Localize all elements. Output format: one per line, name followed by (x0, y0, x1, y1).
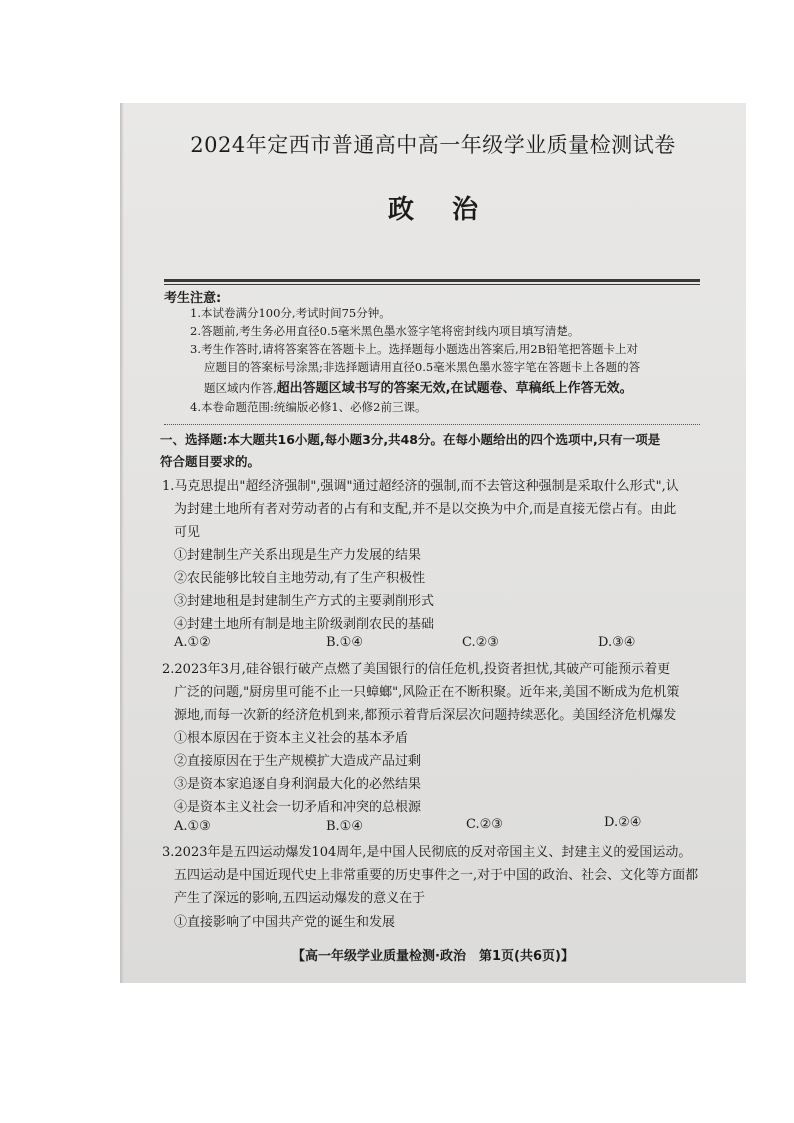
question-1-choice-c: C.②③ (462, 635, 499, 650)
exam-paper-photo (120, 103, 746, 983)
question-2-statement: ④是资本主义社会一切矛盾和冲突的总根源 (174, 800, 422, 815)
question-2-statement: ①根本原因在于资本主义社会的基本矛盾 (174, 731, 409, 746)
page-footer: 【高一年级学业质量检测·政治 第1页(共6页)】 (292, 949, 574, 964)
question-2-stem-continued: 源地,而每一次新的经济危机到来,都预示着背后深层次问题持续恶化。美国经济危机爆发 (174, 708, 677, 723)
question-2-choice-d: D.②④ (604, 815, 642, 830)
notice-item: 2.答题前,考生务必用直径0.5毫米黑色墨水签字笔将密封线内项目填写清楚。 (190, 324, 580, 338)
paper-edge-shadow (120, 103, 124, 983)
question-2-choice-a: A.①③ (174, 819, 211, 834)
notice-emphasis: 超出答题区域书写的答案无效,在试题卷、草稿纸上作答无效。 (276, 381, 633, 396)
dotted-divider (164, 424, 700, 425)
question-2-choice-b: B.①④ (326, 819, 363, 834)
question-1-statement: ②农民能够比较自主地劳动,有了生产积极性 (174, 571, 426, 586)
question-1-stem-continued: 为封建土地所有者对劳动者的占有和支配,并不是以交换为中介,而是直接无偿占有。由此 (174, 502, 677, 517)
notice-item-continued: 应题目的答案标号涂黑;非选择题请用直径0.5毫米黑色墨水签字笔在答题卡上各题的答 (204, 360, 641, 374)
question-1-choice-b: B.①④ (326, 635, 363, 650)
question-1-stem: 1.马克思提出"超经济强制",强调"通过超经济的强制,而不去管这种强制是采取什么形式",认 (162, 479, 679, 494)
question-1-statement: ①封建制生产关系出现是生产力发展的结果 (174, 548, 422, 563)
exam-title: 2024年定西市普通高中高一年级学业质量检测试卷 (190, 133, 676, 157)
question-3-stem: 3.2023年是五四运动爆发104周年,是中国人民彻底的反对帝国主义、封建主义的爱国运动。 (162, 845, 692, 860)
question-2-statement: ②直接原因在于生产规模扩大造成产品过剩 (174, 754, 422, 769)
subject-title: 政治 (387, 195, 516, 225)
notice-item: 1.本试卷满分100分,考试时间75分钟。 (190, 306, 391, 320)
notice-heading: 考生注意: (164, 291, 222, 306)
question-3-stem-continued: 五四运动是中国近现代史上非常重要的历史事件之一,对于中国的政治、社会、文化等方面都 (174, 868, 699, 883)
question-2-stem-continued: 广泛的问题,"厨房里可能不止一只蟑螂",风险正在不断积聚。近年来,美国不断成为危机策 (174, 685, 680, 700)
question-1-stem-continued: 可见 (174, 525, 201, 540)
notice-item: 3.考生作答时,请将答案答在答题卡上。选择题每小题选出答案后,用2B铅笔把答题卡上对 (190, 342, 639, 356)
question-2-statement: ③是资本家追逐自身利润最大化的必然结果 (174, 777, 422, 792)
header-rule-thick (164, 279, 700, 282)
question-1-statement: ④封建土地所有制是地主阶级剥削农民的基础 (174, 617, 435, 632)
question-1-statement: ③封建地租是封建制生产方式的主要剥削形式 (174, 594, 435, 609)
question-1-choice-a: A.①② (174, 635, 211, 650)
question-1-choice-d: D.③④ (598, 635, 636, 650)
notice-item-text: 题区域内作答, (204, 381, 277, 395)
notice-item-continued (204, 377, 633, 396)
question-3-statement: ①直接影响了中国共产党的诞生和发展 (174, 915, 396, 930)
header-rule-thin (164, 284, 700, 285)
notice-item: 4.本卷命题范围:统编版必修1、必修2前三课。 (190, 400, 427, 414)
question-2-choice-c: C.②③ (466, 817, 503, 832)
question-3-stem-continued: 产生了深远的影响,五四运动爆发的意义在于 (174, 891, 426, 906)
section-heading: 一、选择题:本大题共16小题,每小题3分,共48分。在每小题给出的四个选项中,只有一项是 (160, 432, 661, 447)
section-heading-continued: 符合题目要求的。 (160, 454, 261, 469)
question-2-stem: 2.2023年3月,硅谷银行破产点燃了美国银行的信任危机,投资者担忧,其破产可能预示着更 (162, 662, 671, 677)
